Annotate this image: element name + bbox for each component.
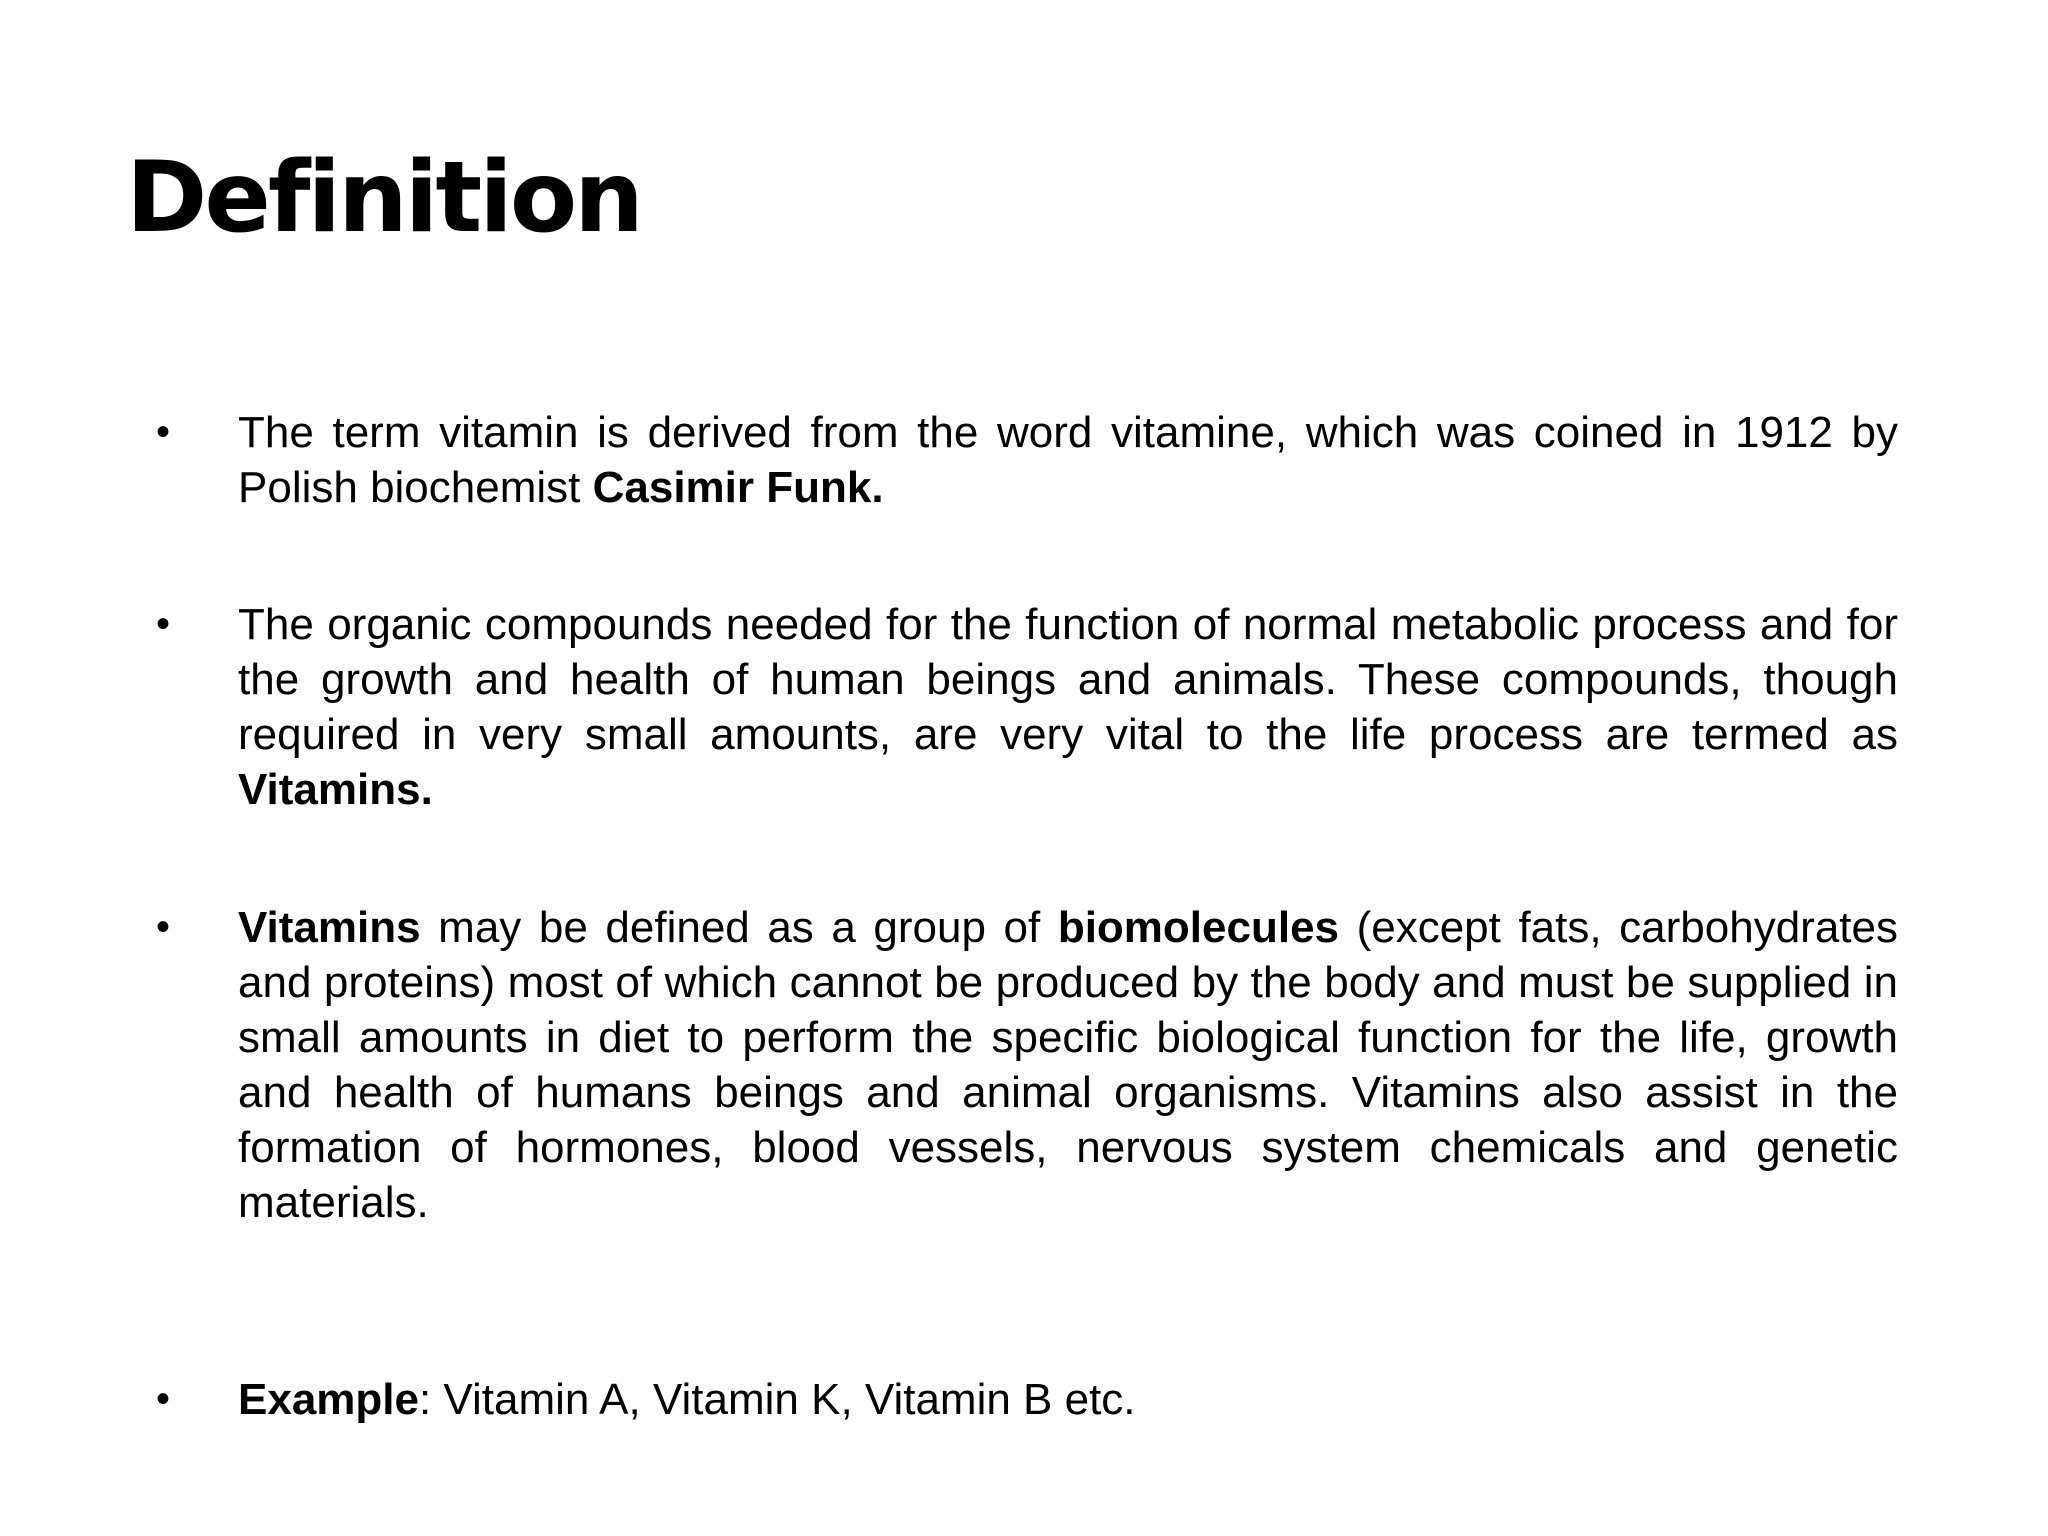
bullet-text-segment: The organic compounds needed for the function of normal metabolic process and for the growth and health of human beings and animals. These compounds, though required in very small amounts, are very vital to the life process are termed as xyxy=(238,600,1898,759)
bullet-dot-icon: • xyxy=(156,410,171,454)
bullet-text-bold: Casimir Funk. xyxy=(592,463,884,512)
bullet-text xyxy=(238,405,1898,515)
bullet-dot-icon: • xyxy=(156,905,171,949)
bullet-text-bold: Vitamins. xyxy=(238,765,433,814)
bullet-text xyxy=(238,1372,1898,1427)
bullet-text-segment: (except fats, carbohydrates and proteins) most of which cannot be produced by the body and must be supplied in small amounts in diet to perform the specific biological function for the life, growth and health of humans beings and animal organisms. Vitamins also assist in the formation of hormones, blood vessels, nervous system chemicals and genetic materials. xyxy=(238,903,1899,1227)
bullet-dot-icon: • xyxy=(156,602,171,646)
bullet-text-bold: biomolecules xyxy=(1057,903,1340,952)
bullet-text-segment: The term vitamin is derived from the word vitamine, which was coined in 1912 by Polish biochemist xyxy=(238,408,1898,512)
bullet-text-bold: Example xyxy=(238,1375,419,1424)
slide-title: Definition xyxy=(126,141,641,255)
bullet-text-segment: : Vitamin A, Vitamin K, Vitamin B etc. xyxy=(418,1375,1136,1424)
bullet-text-bold: Vitamins xyxy=(238,903,421,952)
bullet-text xyxy=(238,900,1898,1230)
bullet-dot-icon: • xyxy=(156,1377,171,1421)
bullet-text xyxy=(238,597,1898,817)
bullet-text-segment: may be defined as a group of xyxy=(420,903,1058,952)
